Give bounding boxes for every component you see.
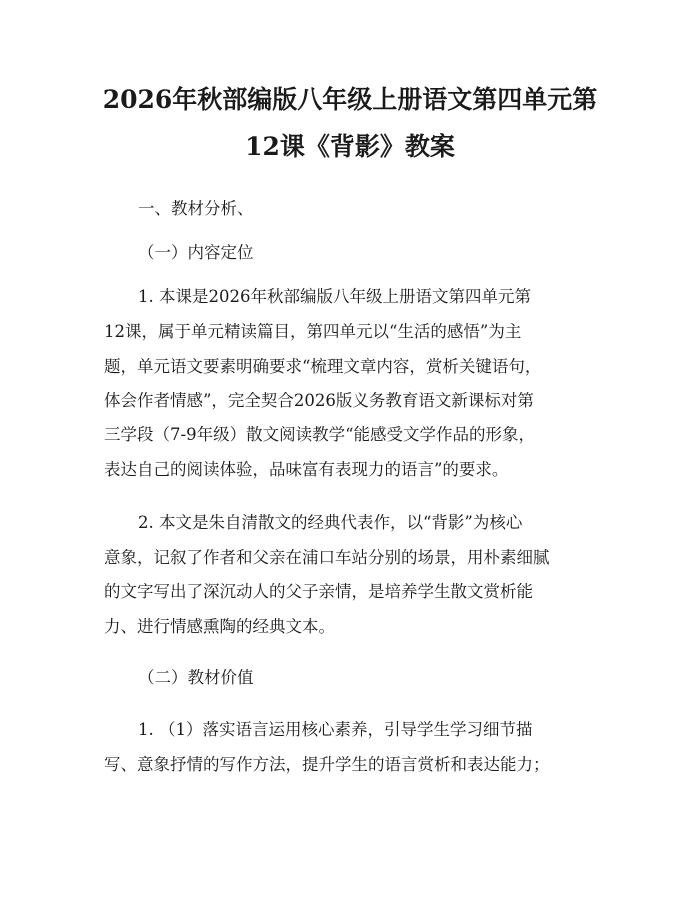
paragraph-line: 表达自己的阅读体验，品味富有表现力的语言”的要求。 bbox=[104, 460, 509, 479]
paragraph-line: 12课，属于单元精读篇目，第四单元以“生活的感悟”为主 bbox=[104, 322, 522, 341]
paragraph-line: 意象，记叙了作者和父亲在浦口车站分别的场景，用朴素细腻 bbox=[104, 548, 550, 567]
subsection-heading: （二）教材价值 bbox=[138, 668, 254, 687]
paragraph-line: 1. （1）落实语言运用核心素养，引导学生学习细节描 bbox=[138, 720, 533, 739]
document-title-line-2: 12课《背影》教案 bbox=[245, 132, 455, 161]
subsection-heading: （一）内容定位 bbox=[138, 243, 254, 262]
paragraph-line: 2. 本文是朱自清散文的经典代表作，以“背影”为核心 bbox=[138, 513, 523, 532]
paragraph-line: 三学段（7-9年级）散文阅读教学“能感受文学作品的形象， bbox=[104, 425, 536, 444]
paragraph-line: 体会作者情感”，完全契合2026版义务教育语文新课标对第 bbox=[104, 391, 534, 410]
paragraph-line: 题，单元语文要素明确要求“梳理文章内容，赏析关键语句， bbox=[104, 357, 542, 376]
document-title-line-1: 2026年秋部编版八年级上册语文第四单元第 bbox=[102, 85, 598, 114]
paragraph-line: 力、进行情感熏陶的经典文本。 bbox=[104, 617, 335, 636]
paragraph-line: 1. 本课是2026年秋部编版八年级上册语文第四单元第 bbox=[138, 287, 531, 306]
paragraph-line: 写、意象抒情的写作方法，提升学生的语言赏析和表达能力； bbox=[104, 755, 550, 774]
paragraph-line: 的文字写出了深沉动人的父子亲情，是培养学生散文赏析能 bbox=[104, 582, 533, 601]
section-heading: 一、教材分析、 bbox=[138, 199, 254, 218]
